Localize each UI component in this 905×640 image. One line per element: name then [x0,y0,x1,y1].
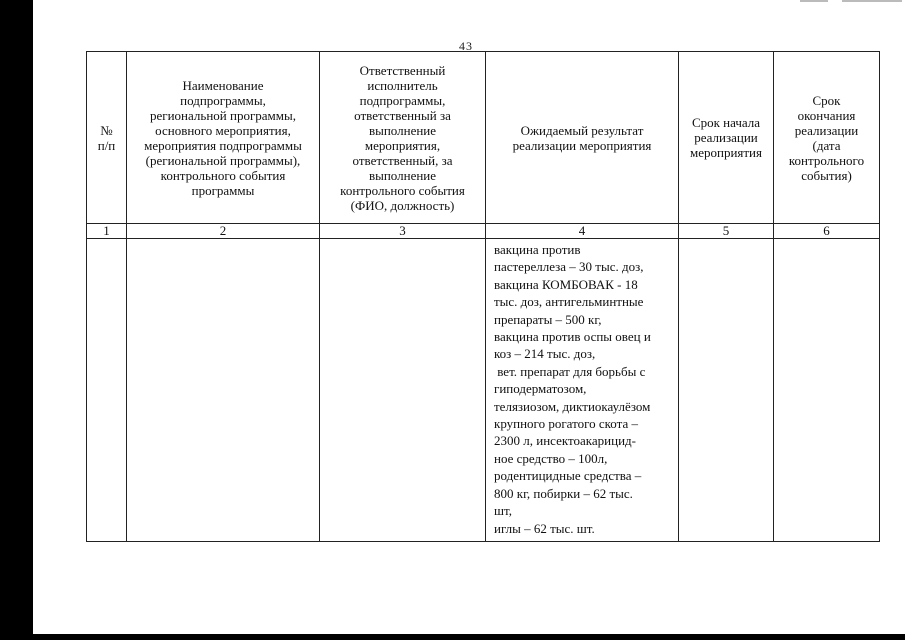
header-line: подпрограммы, [359,92,446,108]
header-line: (дата [812,137,841,153]
cell-name [127,239,320,542]
header-line: региональной программы, [150,107,296,123]
header-cell-name [127,52,320,224]
result-line: ное средство – 100л, [494,450,608,466]
header-text [679,115,773,160]
header-line: окончания [797,107,856,123]
column-number: 6 [774,224,880,239]
scan-bottom-border [0,634,905,640]
page-number: 43 [459,39,473,53]
scan-corner-mark [800,0,828,2]
header-line: ответственный за [354,107,451,123]
scan-corner-mark [842,0,902,2]
column-number: 2 [127,224,320,239]
header-line: Наименование [182,77,264,93]
result-line: родентицидные средства – [494,468,642,484]
header-line: № [100,122,113,138]
header-line: (ФИО, должность) [350,197,455,213]
cell-end-date [774,239,880,542]
header-cell-number [87,52,127,224]
header-line: Срок начала [691,115,761,130]
header-line: основного мероприятия, [155,122,291,138]
header-cell-expected-result [486,52,679,224]
cell-number [87,239,127,542]
scan-left-border [0,0,33,640]
header-text [774,93,879,183]
cell-responsible [320,239,486,542]
cell-expected-result [486,239,679,542]
column-number: 4 [486,224,679,239]
result-line: иглы – 62 тыс. шт. [494,520,595,536]
table-header-row [87,52,880,224]
header-text [320,63,485,213]
header-line: ответственный, за [352,152,453,168]
header-line: выполнение [368,122,437,138]
header-line: выполнение [368,167,437,183]
header-line: контрольного события [340,182,465,198]
header-line: реализации мероприятия [512,137,652,153]
column-number: 1 [87,224,127,239]
header-line: подпрограммы, [180,92,266,108]
result-line: телязиозом, диктиокаулёзом [494,398,651,414]
header-line: контрольного события [160,167,286,183]
header-cell-end-date [774,52,880,224]
header-cell-responsible [320,52,486,224]
program-table [86,51,880,542]
result-line: крупного рогатого скота – [494,416,638,432]
result-line: шт, [494,503,512,519]
header-cell-start-date [679,52,774,224]
header-line: события) [801,167,852,183]
header-text [486,123,678,153]
result-line: препараты – 500 кг, [494,311,602,327]
header-text [127,78,319,198]
cell-start-date [679,239,774,542]
column-number: 3 [320,224,486,239]
column-number: 5 [679,224,774,239]
header-line: реализации [694,130,758,145]
header-line: контрольного [788,152,865,168]
header-line: программы [191,182,255,198]
result-line: вакцина против оспы овец и [494,329,651,345]
header-text [87,123,126,153]
header-line: Срок [812,92,841,108]
header-line: (региональной программы), [145,152,301,168]
result-line: тыс. доз, антигельминтные [494,294,644,310]
header-line: исполнитель [367,77,438,93]
header-line: Ответственный [359,62,446,78]
result-line: 800 кг, побирки – 62 тыс. [494,485,633,501]
result-line: гиподерматозом, [494,381,587,397]
header-line: Ожидаемый результат [520,122,644,138]
table-row [87,239,880,542]
header-line: мероприятия [689,145,762,160]
result-line: коз – 214 тыс. доз, [494,346,596,362]
header-line: п/п [97,137,116,153]
header-line: реализации [794,122,859,138]
column-number-row [87,224,880,239]
result-line: вакцина против [494,242,581,257]
result-line: 2300 л, инсектоакарицид- [494,433,636,449]
header-line: мероприятия подпрограммы [144,137,302,153]
result-line: пастереллеза – 30 тыс. доз, [494,259,644,275]
result-line: вет. препарат для борьбы с [494,363,646,379]
header-line: мероприятия, [364,137,441,153]
result-line: вакцина КОМБОВАК - 18 [494,276,638,292]
